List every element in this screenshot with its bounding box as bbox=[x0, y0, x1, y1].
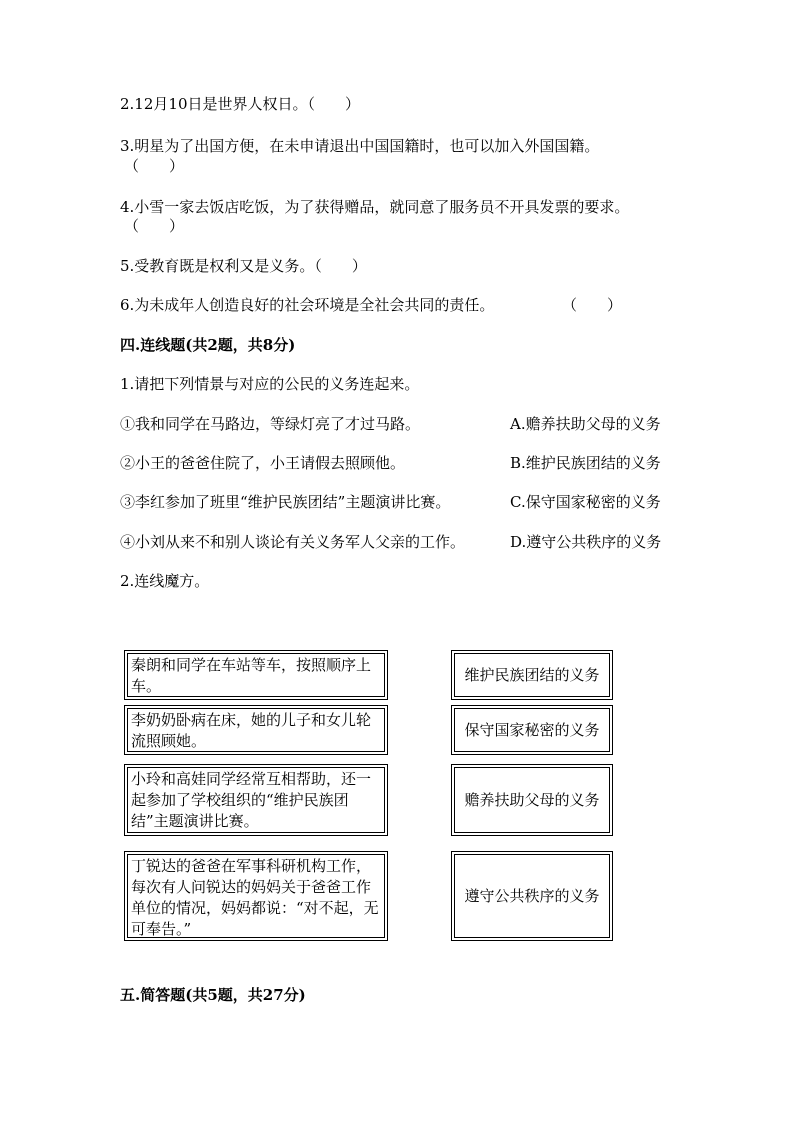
q4-1-left-item: ②小王的爸爸住院了，小王请假去照顾他。 bbox=[120, 454, 406, 472]
q4-1-left-item: ①我和同学在马路边，等绿灯亮了才过马路。 bbox=[120, 415, 421, 433]
match-box-right bbox=[451, 851, 613, 941]
match-box-text: 丁锐达的爸爸在军事科研机构工作，每次有人问锐达的妈妈关于爸爸工作单位的情况，妈妈都说：“对不起，无可奉告。” bbox=[127, 854, 385, 938]
q3-5: 5.受教育既是权利又是义务。（ ） bbox=[120, 257, 367, 275]
q4-2-title: 2.连线魔方。 bbox=[120, 572, 210, 590]
q3-4-line1: 4.小雪一家去饭店吃饭，为了获得赠品，就同意了服务员不开具发票的要求。 bbox=[120, 198, 630, 216]
q4-1-right-item: C.保守国家秘密的义务 bbox=[510, 493, 661, 511]
match-box-right bbox=[451, 764, 613, 836]
q4-1-right-item: D.遵守公共秩序的义务 bbox=[510, 533, 662, 551]
match-box-text: 遵守公共秩序的义务 bbox=[454, 854, 610, 938]
section-4-heading: 四.连线题(共2题，共8分) bbox=[120, 336, 296, 354]
q4-1-left-item: ④小刘从来不和别人谈论有关义务军人父亲的工作。 bbox=[120, 533, 466, 551]
q3-2: 2.12月10日是世界人权日。（ ） bbox=[120, 95, 360, 113]
match-box-right bbox=[451, 650, 613, 700]
match-box-text: 维护民族团结的义务 bbox=[454, 653, 610, 697]
q3-4-answer-blank: （ ） bbox=[124, 217, 185, 235]
match-box-left bbox=[124, 650, 388, 700]
section-5-heading: 五.简答题(共5题，共27分) bbox=[120, 986, 306, 1004]
match-box-text: 小玲和高娃同学经常互相帮助，还一起参加了学校组织的“维护民族团结”主题演讲比赛。 bbox=[127, 767, 385, 833]
match-box-left bbox=[124, 705, 388, 755]
match-box-text: 赡养扶助父母的义务 bbox=[454, 767, 610, 833]
match-box-text: 李奶奶卧病在床，她的儿子和女儿轮流照顾她。 bbox=[127, 708, 385, 752]
match-box-left bbox=[124, 764, 388, 836]
q4-1-title: 1.请把下列情景与对应的公民的义务连起来。 bbox=[120, 375, 420, 393]
q4-1-right-item: A.赡养扶助父母的义务 bbox=[510, 415, 661, 433]
q4-1-left-item: ③李红参加了班里“维护民族团结”主题演讲比赛。 bbox=[120, 493, 451, 511]
match-box-right bbox=[451, 705, 613, 755]
q3-6: 6.为未成年人创造良好的社会环境是全社会共同的责任。 bbox=[120, 296, 495, 314]
match-box-left bbox=[124, 851, 388, 941]
match-box-text: 保守国家秘密的义务 bbox=[454, 708, 610, 752]
match-box-text: 秦朗和同学在车站等车，按照顺序上车。 bbox=[127, 653, 385, 697]
q3-3-line1: 3.明星为了出国方便，在未申请退出中国国籍时，也可以加入外国国籍。 bbox=[120, 137, 600, 155]
q4-1-right-item: B.维护民族团结的义务 bbox=[510, 454, 661, 472]
q3-3-answer-blank: （ ） bbox=[124, 157, 185, 175]
q3-6-answer-blank: （ ） bbox=[562, 296, 623, 314]
